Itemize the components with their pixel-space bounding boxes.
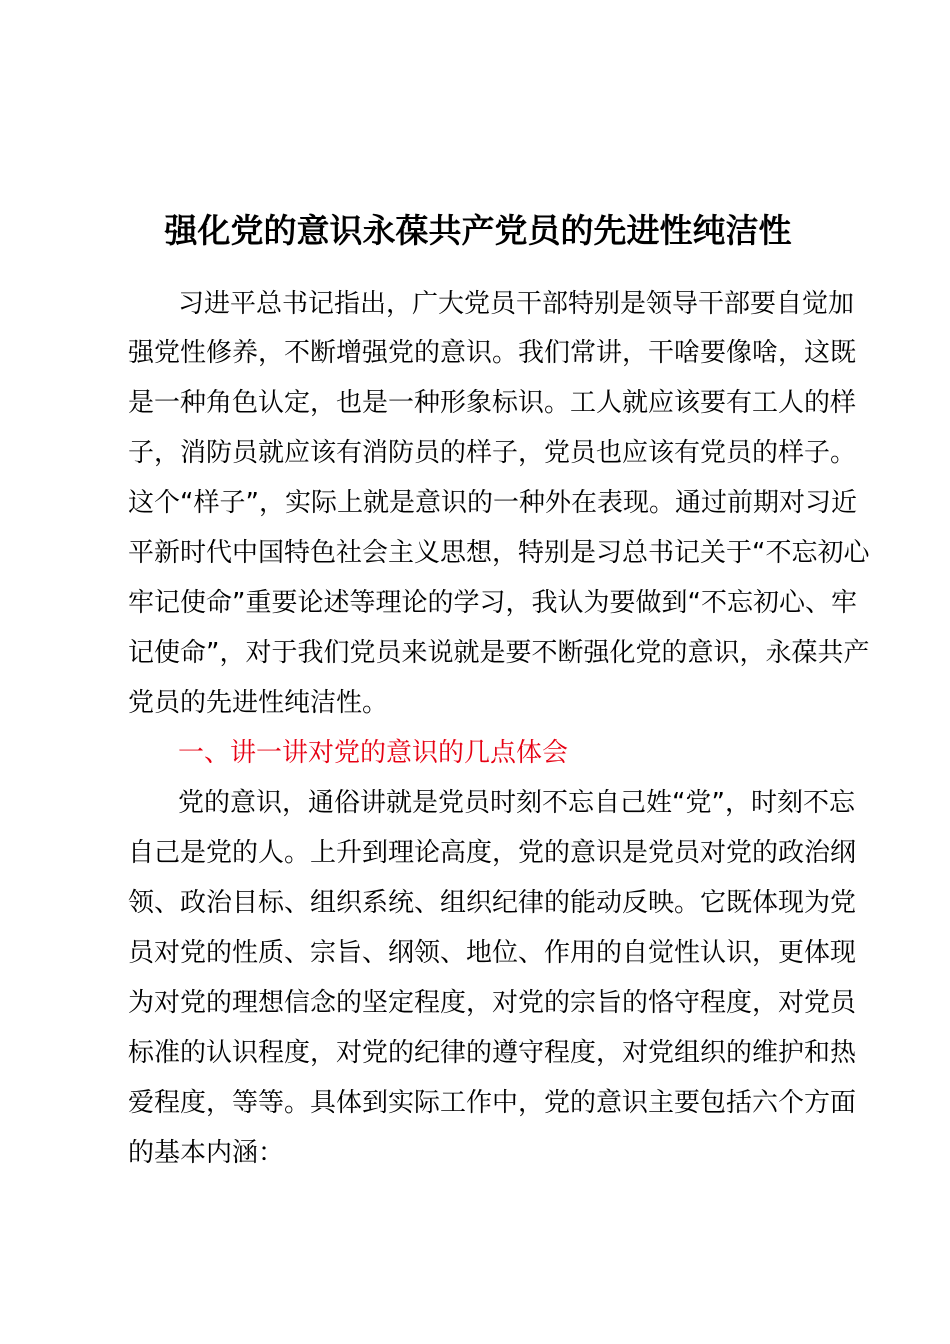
paragraph-1-line-9: 党员的先进性纯洁性。 [128,688,389,718]
paragraph-2-line-2: 自己是党的人。上升到理论高度，党的意识是党员对党的政治纲 [128,838,857,868]
paragraph-1-line-2: 强党性修养，不断增强党的意识。我们常讲，干啥要像啥，这既 [128,338,857,368]
paragraph-2-line-4: 员对党的性质、宗旨、纲领、地位、作用的自觉性认识，更体现 [128,938,857,968]
paragraph-1-line-8: 记使命”，对于我们党员来说就是要不断强化党的意识，永葆共产 [128,638,870,668]
paragraph-2-line-7: 爱程度，等等。具体到实际工作中，党的意识主要包括六个方面 [128,1088,857,1118]
section-heading: 一、讲一讲对党的意识的几点体会 [178,738,569,768]
paragraph-2-line-3: 领、政治目标、组织系统、组织纪律的能动反映。它既体现为党 [128,888,857,918]
paragraph-1-line-3: 是一种角色认定，也是一种形象标识。工人就应该要有工人的样 [128,388,857,418]
paragraph-1-line-1: 习进平总书记指出，广大党员干部特别是领导干部要自觉加 [178,289,855,319]
document-title: 强化党的意识永葆共产党员的先进性纯洁性 [164,211,792,250]
paragraph-1-line-6: 平新时代中国特色社会主义思想，特别是习总书记关于“不忘初心 [128,538,870,568]
paragraph-2-line-5: 为对党的理想信念的坚定程度，对党的宗旨的恪守程度，对党员 [128,988,857,1018]
paragraph-2-line-1: 党的意识，通俗讲就是党员时刻不忘自己姓“党”，时刻不忘 [178,788,855,818]
paragraph-2-line-8: 的基本内涵： [128,1138,285,1168]
paragraph-1-line-4: 子，消防员就应该有消防员的样子，党员也应该有党员的样子。 [128,438,857,468]
paragraph-1-line-7: 牢记使命”重要论述等理论的学习，我认为要做到“不忘初心、牢 [128,588,857,618]
paragraph-2-line-6: 标准的认识程度，对党的纪律的遵守程度，对党组织的维护和热 [128,1038,857,1068]
paragraph-1-line-5: 这个“样子”，实际上就是意识的一种外在表现。通过前期对习近 [128,488,857,518]
